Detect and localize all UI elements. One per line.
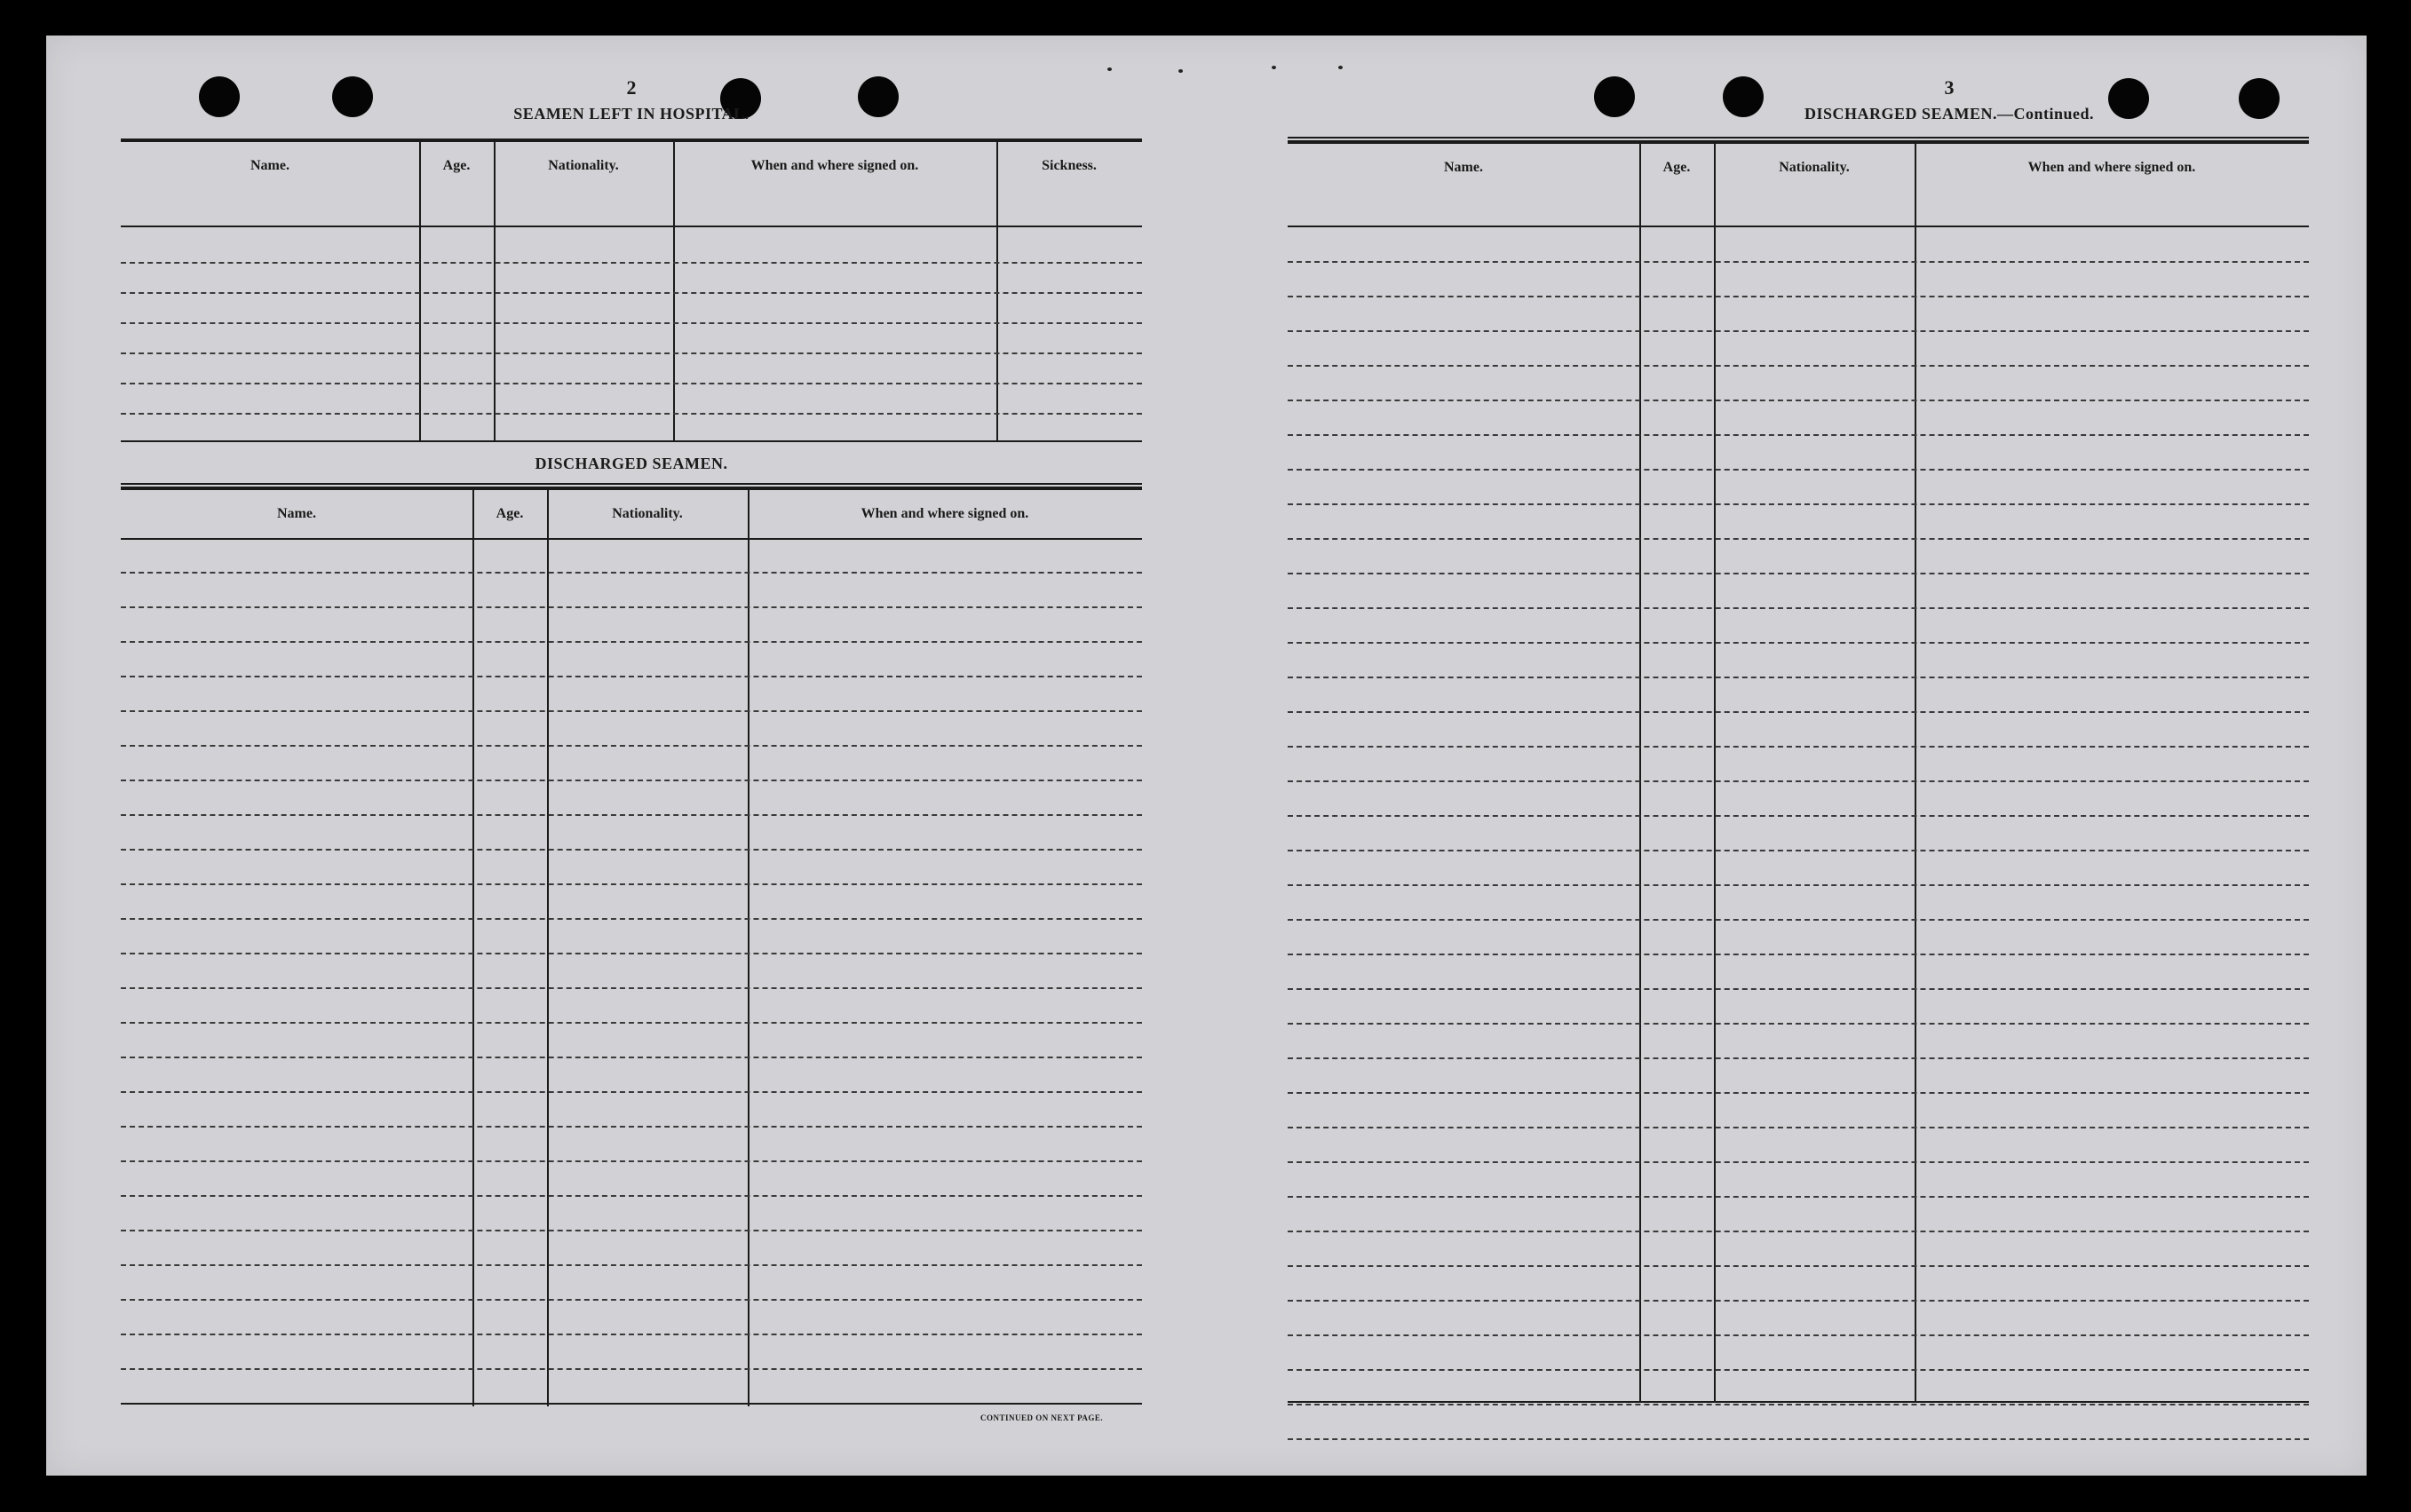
column-divider: [1714, 144, 1716, 1403]
ruled-row: [1288, 1231, 2309, 1232]
ruled-row: [121, 1126, 1142, 1128]
ruled-row: [1288, 884, 2309, 886]
discharged-continued-table: [1288, 144, 2309, 1406]
bottom-rule: [121, 1403, 1142, 1405]
col-header-name: Name.: [1444, 160, 1483, 175]
col-header-age: Age.: [1662, 160, 1691, 175]
ruled-row: [1288, 538, 2309, 540]
ruled-row: [1288, 988, 2309, 990]
col-header-signed-on: When and where signed on.: [750, 158, 919, 173]
column-divider: [472, 490, 474, 1406]
ruled-row: [1288, 1438, 2309, 1440]
title-rule: [121, 483, 1142, 485]
ink-mark: [1178, 69, 1183, 73]
ruled-row: [121, 606, 1142, 608]
hospital-section-title: SEAMEN LEFT IN HOSPITAL.: [513, 105, 749, 123]
ruled-row: [1288, 296, 2309, 297]
discharged-section-title: DISCHARGED SEAMEN.: [535, 455, 728, 472]
ruled-row: [1288, 1404, 2309, 1405]
ruled-row: [121, 987, 1142, 989]
ruled-row: [121, 918, 1142, 920]
ruled-row: [1288, 503, 2309, 505]
col-header-age: Age.: [442, 158, 471, 173]
ruled-row: [1288, 1265, 2309, 1267]
page-number: 2: [626, 76, 637, 99]
ruled-row: [1288, 261, 2309, 263]
ink-mark: [1272, 66, 1276, 69]
ruled-row: [1288, 1023, 2309, 1025]
col-header-sickness: Sickness.: [1042, 158, 1097, 173]
ruled-row: [121, 292, 1142, 294]
page-number: 3: [1944, 76, 1955, 99]
ruled-row: [121, 413, 1142, 415]
ruled-row: [121, 745, 1142, 747]
ruled-row: [1288, 607, 2309, 609]
ruled-row: [121, 641, 1142, 643]
ink-mark: [1338, 66, 1343, 69]
ruled-row: [1288, 711, 2309, 713]
ruled-row: [121, 1368, 1142, 1370]
ruled-row: [121, 1299, 1142, 1301]
ruled-row: [121, 383, 1142, 384]
ruled-row: [121, 849, 1142, 851]
ruled-row: [1288, 1161, 2309, 1163]
col-header-signed-on: When and where signed on.: [861, 506, 1029, 521]
ruled-row: [1288, 919, 2309, 921]
ruled-row: [1288, 1057, 2309, 1059]
column-divider: [996, 142, 998, 440]
ruled-row: [121, 1230, 1142, 1231]
col-header-nationality: Nationality.: [1779, 160, 1850, 175]
ruled-row: [121, 814, 1142, 816]
ruled-row: [121, 1160, 1142, 1162]
ruled-row: [121, 953, 1142, 954]
ruled-row: [1288, 1334, 2309, 1336]
ruled-row: [121, 1091, 1142, 1093]
ruled-row: [121, 676, 1142, 677]
ruled-row: [121, 572, 1142, 574]
ruled-row: [1288, 850, 2309, 851]
ruled-row: [1288, 1369, 2309, 1371]
hospital-table: [121, 142, 1142, 440]
ruled-row: [1288, 330, 2309, 332]
ruled-row: [121, 1264, 1142, 1266]
ruled-row: [1288, 677, 2309, 678]
col-header-name: Name.: [277, 506, 316, 521]
ruled-row: [1288, 400, 2309, 401]
ruled-row: [121, 322, 1142, 324]
ruled-row: [121, 1057, 1142, 1058]
ink-mark: [1107, 67, 1112, 71]
ruled-row: [121, 1022, 1142, 1024]
ruled-row: [1288, 780, 2309, 782]
ruled-row: [1288, 434, 2309, 436]
column-divider: [494, 142, 496, 440]
ruled-row: [1288, 642, 2309, 644]
col-header-name: Name.: [250, 158, 289, 173]
ruled-row: [121, 710, 1142, 712]
ruled-row: [1288, 746, 2309, 748]
column-divider: [748, 490, 749, 1406]
ruled-row: [1288, 1300, 2309, 1302]
ruled-row: [121, 883, 1142, 885]
continued-note: CONTINUED ON NEXT PAGE.: [980, 1413, 1104, 1422]
title-rule: [1288, 137, 2309, 139]
col-header-signed-on: When and where signed on.: [2027, 160, 2196, 175]
bottom-rule: [1288, 1401, 2309, 1403]
column-divider: [547, 490, 549, 1406]
column-divider: [1915, 144, 1916, 1403]
ruled-row: [1288, 365, 2309, 367]
header-rule: [121, 538, 1142, 540]
ruled-row: [1288, 1127, 2309, 1128]
ruled-row: [1288, 469, 2309, 471]
ruled-row: [121, 780, 1142, 781]
column-divider: [673, 142, 675, 440]
ruled-row: [121, 262, 1142, 264]
col-header-nationality: Nationality.: [612, 506, 683, 521]
discharged-table: [121, 490, 1142, 1406]
header-rule: [1288, 226, 2309, 227]
ruled-row: [1288, 1092, 2309, 1094]
col-header-age: Age.: [496, 506, 524, 521]
ruled-row: [1288, 954, 2309, 955]
column-divider: [419, 142, 421, 440]
ruled-row: [121, 1334, 1142, 1335]
document-sheet: [46, 36, 2367, 1476]
discharged-continued-title: DISCHARGED SEAMEN.—Continued.: [1804, 105, 2095, 123]
ruled-row: [1288, 1196, 2309, 1198]
header-rule: [121, 226, 1142, 227]
ruled-row: [121, 1195, 1142, 1197]
column-divider: [1639, 144, 1641, 1403]
ruled-row: [1288, 573, 2309, 574]
ruled-row: [1288, 815, 2309, 817]
ruled-row: [121, 352, 1142, 354]
section-rule: [121, 440, 1142, 442]
col-header-nationality: Nationality.: [548, 158, 619, 173]
